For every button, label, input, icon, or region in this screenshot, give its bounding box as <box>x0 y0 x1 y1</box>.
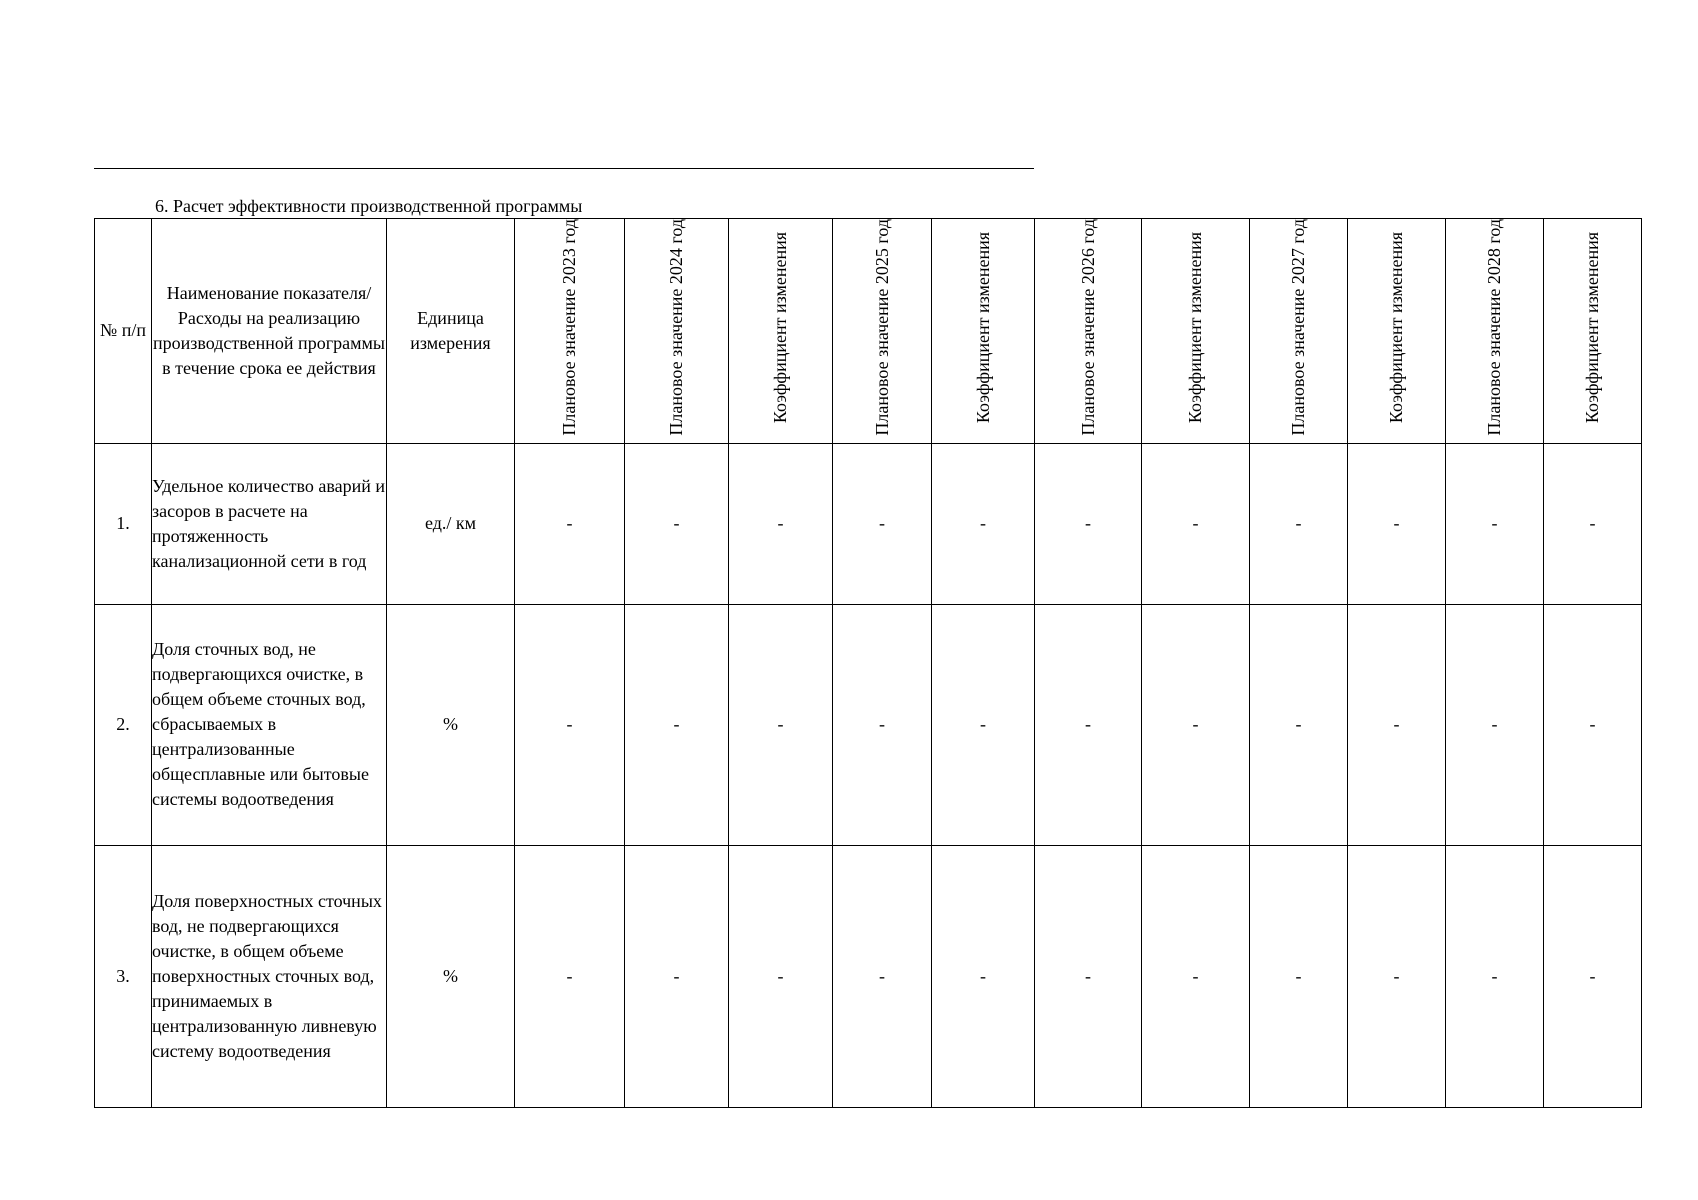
row-value: - <box>1035 604 1142 845</box>
row-value: - <box>1142 604 1250 845</box>
header-unit: Единица измерения <box>387 219 515 444</box>
row-name: Доля сточных вод, не подвергающихся очистке, в общем объеме сточных вод, сбрасываемых в централизованные общесплавные или бытовые системы водоотведения <box>152 604 387 845</box>
row-value: - <box>515 443 625 604</box>
header-col <box>932 219 1035 444</box>
row-value: - <box>1446 443 1544 604</box>
row-value: - <box>833 604 932 845</box>
row-value: - <box>625 443 729 604</box>
header-col-label: Коэффициент изменения <box>1386 231 1406 423</box>
row-unit: % <box>387 604 515 845</box>
row-value: - <box>1035 443 1142 604</box>
row-name: Удельное количество аварий и засоров в расчете на протяженность канализационной сети в год <box>152 443 387 604</box>
header-col <box>625 219 729 444</box>
row-value: - <box>515 604 625 845</box>
row-value: - <box>1035 845 1142 1107</box>
header-num: № п/п <box>95 219 152 444</box>
row-value: - <box>1348 443 1446 604</box>
header-col-label: Коэффициент изменения <box>1582 231 1602 423</box>
row-value: - <box>1250 845 1348 1107</box>
header-col-label: Плановое значение 2027 год <box>1288 219 1308 436</box>
row-value: - <box>1544 604 1642 845</box>
row-value: - <box>1250 443 1348 604</box>
row-value: - <box>1544 845 1642 1107</box>
header-name: Наименование показателя/Расходы на реализацию производственной программы в течение срока ее действия <box>152 219 387 444</box>
header-col-label: Плановое значение 2026 год <box>1077 219 1098 436</box>
efficiency-table <box>94 218 1642 1108</box>
row-value: - <box>1348 604 1446 845</box>
header-col <box>1348 219 1446 444</box>
section-title: 6. Расчет эффективности производственной программы <box>155 196 583 216</box>
row-value: - <box>1446 604 1544 845</box>
table-header-row <box>95 219 1642 444</box>
header-col <box>1446 219 1544 444</box>
row-num: 1. <box>95 443 152 604</box>
header-col <box>729 219 833 444</box>
row-value: - <box>625 604 729 845</box>
header-col-label: Плановое значение 2024 год <box>666 219 686 436</box>
header-col-label: Коэффициент изменения <box>770 231 790 423</box>
header-col <box>515 219 625 444</box>
row-value: - <box>1250 604 1348 845</box>
row-value: - <box>729 604 833 845</box>
header-col-label: Плановое значение 2028 год <box>1484 219 1504 436</box>
header-col-label: Коэффициент изменения <box>1185 231 1205 423</box>
header-col-label: Плановое значение 2025 год <box>871 219 892 436</box>
table-row <box>95 443 1642 604</box>
row-value: - <box>1142 443 1250 604</box>
row-value: - <box>932 845 1035 1107</box>
row-num: 2. <box>95 604 152 845</box>
top-rule <box>94 168 1034 169</box>
row-value: - <box>729 845 833 1107</box>
header-col-label: Плановое значение 2023 год <box>559 219 579 436</box>
row-value: - <box>833 845 932 1107</box>
row-value: - <box>729 443 833 604</box>
row-value: - <box>833 443 932 604</box>
row-value: - <box>932 443 1035 604</box>
row-value: - <box>932 604 1035 845</box>
header-col <box>833 219 932 444</box>
row-value: - <box>1348 845 1446 1107</box>
row-value: - <box>1446 845 1544 1107</box>
table-row <box>95 845 1642 1107</box>
row-unit: ед./ км <box>387 443 515 604</box>
row-unit: % <box>387 845 515 1107</box>
header-col <box>1142 219 1250 444</box>
row-name: Доля поверхностных сточных вод, не подвергающихся очистке, в общем объеме поверхностных сточных вод, принимаемых в централизованную ливневую систему водоотведения <box>152 845 387 1107</box>
header-col-label: Коэффициент изменения <box>972 231 993 423</box>
row-value: - <box>625 845 729 1107</box>
row-value: - <box>1544 443 1642 604</box>
row-value: - <box>1142 845 1250 1107</box>
row-value: - <box>515 845 625 1107</box>
table-row <box>95 604 1642 845</box>
row-num: 3. <box>95 845 152 1107</box>
header-col <box>1250 219 1348 444</box>
header-col <box>1544 219 1642 444</box>
header-col <box>1035 219 1142 444</box>
